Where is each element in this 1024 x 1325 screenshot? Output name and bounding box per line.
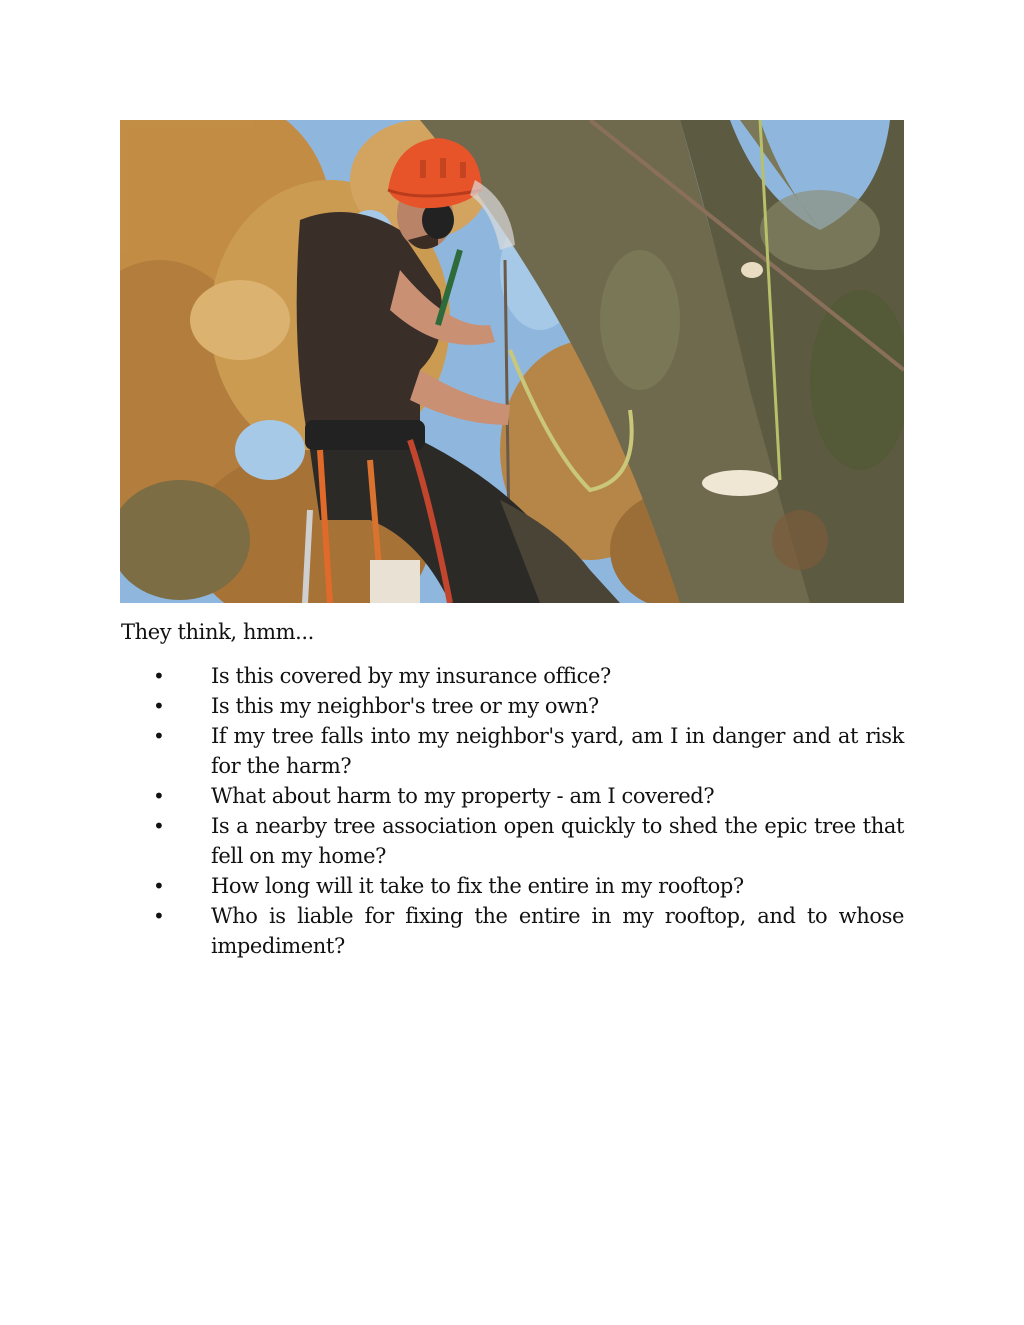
question-text: If my tree falls into my neighbor's yard, am I in danger and at risk for the harm? bbox=[211, 724, 904, 778]
question-text: Is this covered by my insurance office? bbox=[211, 664, 611, 688]
bullet-icon: • bbox=[153, 784, 165, 808]
bullet-icon: • bbox=[153, 724, 165, 748]
list-item bbox=[121, 661, 904, 691]
list-item bbox=[121, 691, 904, 721]
question-text: Who is liable for fixing the entire in my rooftop, and to whose impediment? bbox=[211, 904, 904, 958]
question-list bbox=[121, 661, 904, 961]
bullet-icon: • bbox=[153, 814, 165, 838]
arborist-photo bbox=[120, 120, 904, 603]
question-text: Is this my neighbor's tree or my own? bbox=[211, 694, 599, 718]
list-item bbox=[121, 901, 904, 961]
question-text: What about harm to my property - am I covered? bbox=[211, 784, 715, 808]
bullet-icon: • bbox=[153, 664, 165, 688]
question-text: Is a nearby tree association open quickly to shed the epic tree that fell on my home? bbox=[211, 814, 904, 868]
arborist-illustration bbox=[120, 120, 904, 603]
list-item bbox=[121, 811, 904, 871]
question-text: How long will it take to fix the entire in my rooftop? bbox=[211, 874, 744, 898]
bullet-icon: • bbox=[153, 874, 165, 898]
intro-text: They think, hmm... bbox=[121, 620, 314, 644]
list-item bbox=[121, 721, 904, 781]
list-item bbox=[121, 871, 904, 901]
bullet-icon: • bbox=[153, 904, 165, 928]
list-item bbox=[121, 781, 904, 811]
bullet-icon: • bbox=[153, 694, 165, 718]
